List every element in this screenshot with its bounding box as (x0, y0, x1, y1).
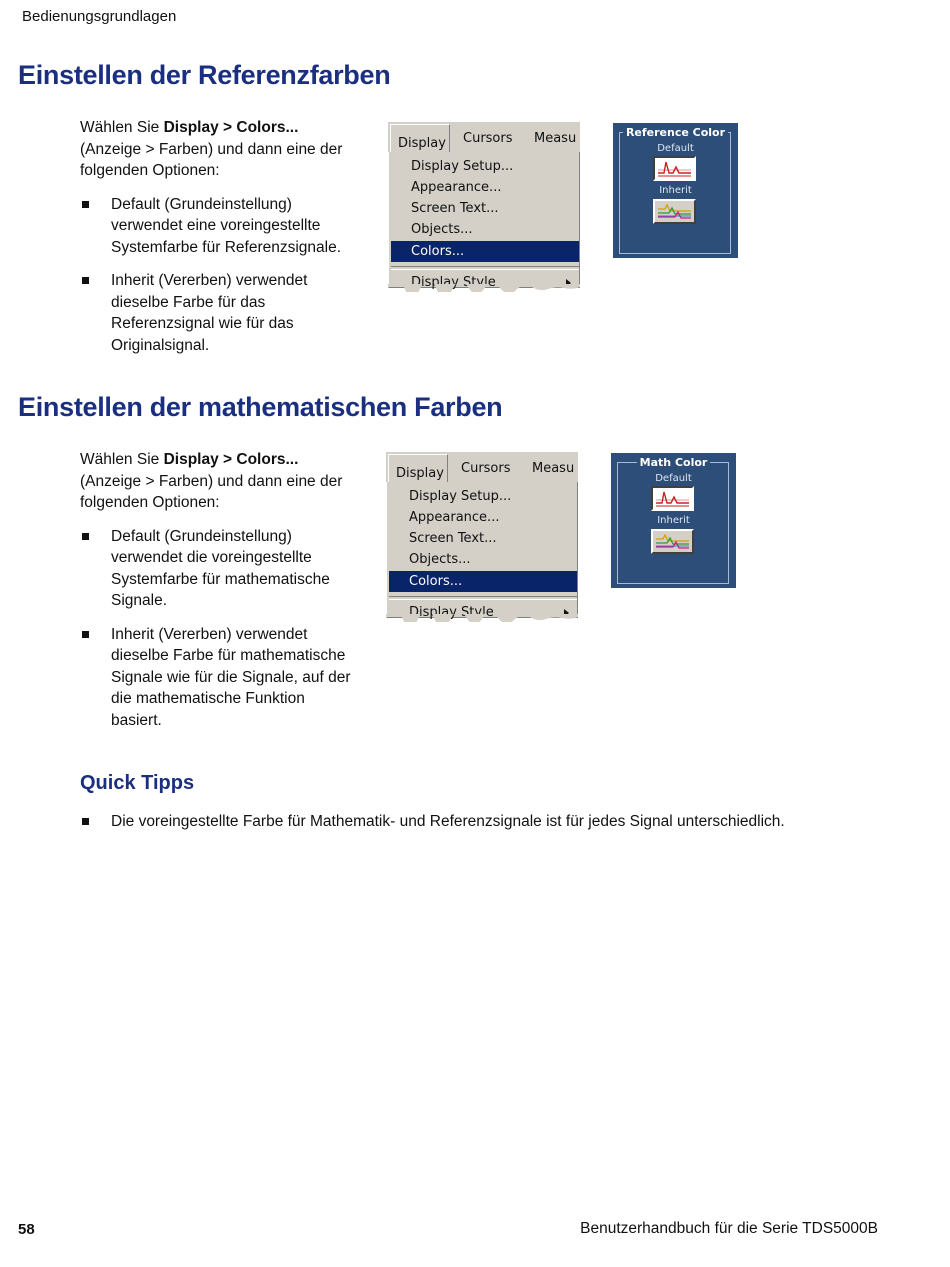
tab-cursors[interactable]: Cursors (461, 461, 511, 476)
bullet-square-icon (82, 533, 89, 540)
menu-item-display-style[interactable]: Display Style (391, 272, 579, 293)
menu-item-screen-text[interactable]: Screen Text... (409, 531, 497, 546)
section-heading-math-colors: Einstellen der mathematischen Farben (18, 392, 503, 422)
inherit-label: Inherit (659, 185, 692, 196)
default-color-button[interactable] (653, 156, 696, 181)
menu-item-screen-text[interactable]: Screen Text... (411, 201, 499, 216)
menu-item-display-style[interactable]: Display Style (389, 602, 577, 623)
bullet-item: Die voreingestellte Farbe für Mathematik- und Referenzsignale ist für jedes Signal unterschiedlich. (80, 811, 880, 833)
menu-item-display-setup[interactable]: Display Setup... (409, 489, 512, 504)
running-head: Bedienungsgrundlagen (22, 8, 177, 25)
menu-bar (386, 452, 578, 482)
inherit-color-button[interactable] (651, 529, 694, 554)
bullet-item: Inherit (Vererben) verwendet dieselbe Farbe für mathematische Signale wie für die Signale, auf der die mathematische Funktion basiert. (80, 624, 355, 732)
menu-item-display-setup[interactable]: Display Setup... (411, 159, 514, 174)
menu-item-appearance[interactable]: Appearance... (409, 510, 500, 525)
menu-separator (391, 266, 579, 270)
tab-measure[interactable]: Measu (532, 461, 575, 476)
tab-display[interactable]: Display (390, 124, 450, 154)
tab-display[interactable]: Display (388, 454, 448, 484)
math-color-panel (611, 453, 736, 588)
section2-text (80, 449, 355, 743)
page-number: 58 (18, 1221, 35, 1238)
bullet-square-icon (82, 201, 89, 208)
inherit-waveform-icon (655, 201, 694, 222)
torn-edge-icon (388, 284, 580, 292)
section1-text (80, 117, 355, 368)
default-waveform-icon (653, 488, 692, 509)
bullet-square-icon (82, 818, 89, 825)
menu-item-appearance[interactable]: Appearance... (411, 180, 502, 195)
inherit-waveform-icon (653, 531, 692, 552)
bullet-square-icon (82, 277, 89, 284)
bullet-item: Inherit (Vererben) verwendet dieselbe Farbe für das Referenzsignal wie für das Originalsignal. (80, 270, 355, 356)
inherit-color-button[interactable] (653, 199, 696, 224)
default-color-button[interactable] (651, 486, 694, 511)
torn-edge-icon (386, 614, 578, 622)
dropdown-menu (388, 152, 580, 288)
math-color-title: Math Color (637, 456, 711, 469)
menu-item-objects[interactable]: Objects... (411, 222, 473, 237)
bullet-item: Default (Grundeinstellung) verwendet eine voreingestellte Systemfarbe für Referenzsignale. (80, 194, 355, 259)
inherit-label: Inherit (657, 515, 690, 526)
tab-measure[interactable]: Measu (534, 131, 577, 146)
reference-color-panel (613, 123, 738, 258)
dropdown-menu (386, 482, 578, 618)
default-label: Default (657, 143, 694, 154)
display-menu-screenshot (388, 122, 582, 298)
bullet-item: Default (Grundeinstellung) verwendet die voreingestellte Systemfarbe für mathematische Signale. (80, 526, 355, 612)
footer-title: Benutzerhandbuch für die Serie TDS5000B (580, 1220, 878, 1237)
quick-tips-list (80, 811, 880, 845)
section1-intro: Wählen Sie Display > Colors... (Anzeige > Farben) und dann eine der folgenden Optionen: (80, 119, 343, 179)
menu-item-objects[interactable]: Objects... (409, 552, 471, 567)
reference-color-title: Reference Color (623, 126, 728, 139)
quick-tips-heading: Quick Tipps (80, 772, 195, 794)
display-menu-screenshot (386, 452, 580, 628)
menu-item-colors[interactable]: Colors... (391, 241, 579, 262)
default-label: Default (655, 473, 692, 484)
bullet-square-icon (82, 631, 89, 638)
menu-bar (388, 122, 580, 152)
section2-intro: Wählen Sie Display > Colors... (Anzeige > Farben) und dann eine der folgenden Optionen: (80, 451, 343, 511)
section-heading-reference-colors: Einstellen der Referenzfarben (18, 60, 391, 90)
menu-separator (389, 596, 577, 600)
tab-cursors[interactable]: Cursors (463, 131, 513, 146)
menu-item-colors[interactable]: Colors... (389, 571, 577, 592)
default-waveform-icon (655, 158, 694, 179)
